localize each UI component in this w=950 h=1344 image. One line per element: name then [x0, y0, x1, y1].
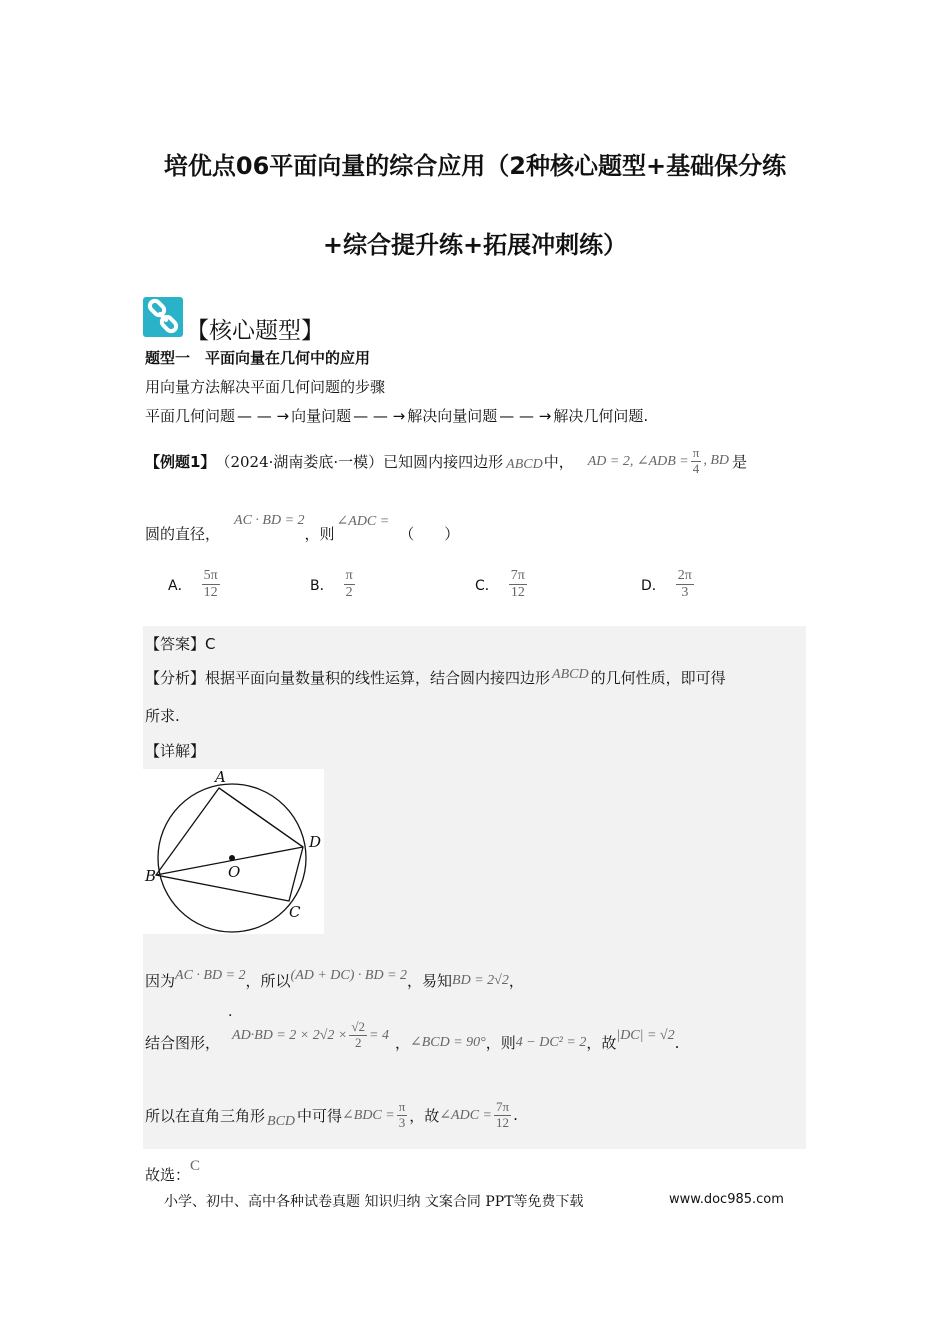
footer-url[interactable]: www.doc985.com [669, 1192, 784, 1207]
figure-label-a: A [215, 768, 226, 786]
type1-heading: 题型一 平面向量在几何中的应用 [145, 349, 371, 367]
example1-label: 【例题1】 [145, 452, 216, 471]
arrow-icon: — — → [499, 406, 552, 425]
doc-title-line2: +综合提升练+拓展冲刺练） [322, 231, 628, 259]
link-icon [143, 297, 183, 337]
detail-line2: 结合图形， AD·BD = 2 × 2√2 × $\frac{√2}{2}$ = 4 ， ∠BCD = 90° ，则 4 − DC² = 2 ，故 |DC| = √2 . [145, 1019, 680, 1052]
figure-label-o: O [228, 863, 241, 881]
example1-adc: ∠ADC = [336, 514, 390, 529]
example1-quad: ABCD [506, 457, 543, 473]
doc-title-line1: 培优点06平面向量的综合应用（2种核心题型+基础保分练 [163, 152, 787, 180]
option-a[interactable]: A． $\frac{5\pi}{12}$ [168, 568, 218, 601]
section-heading: 【核心题型】 [186, 318, 324, 344]
example1-then: ，则 [304, 525, 335, 543]
example1-mid: 中， [543, 452, 574, 471]
steps-flow [145, 405, 648, 426]
analysis-quad: ABCD [552, 666, 589, 682]
circle-figure [143, 769, 324, 934]
answer-label: 【答案】 [145, 635, 206, 653]
example1-line2 [145, 513, 459, 544]
arrow-icon: — — → [353, 406, 406, 425]
example1-pi-over-4: $\frac{\pi}{4}$ [692, 445, 700, 476]
example1-cond1: AD = 2, ∠ADB = [587, 453, 689, 469]
step-2: 向量问题 [291, 407, 352, 425]
figure-label-b: B [145, 867, 157, 885]
figure-label-d: D [309, 833, 322, 851]
detail-line1: 因为 AC · BD = 2 ，所以 (AD + DC) · BD = 2 ，易知 BD = 2√2 ， [145, 967, 524, 990]
example1-line2a: 圆的直径， [145, 525, 221, 543]
example1-cond1b: , BD [703, 453, 729, 469]
analysis-label: 【分析】 [145, 669, 206, 687]
option-b[interactable]: B． $\frac{\pi}{2}$ [310, 568, 353, 601]
option-c[interactable]: C． $\frac{7\pi}{12}$ [475, 568, 525, 601]
answer-line [145, 633, 216, 654]
analysis-line2: 所求. [145, 707, 180, 725]
analysis-line1 [145, 667, 726, 688]
example1-paren: （ ） [399, 525, 460, 543]
example1-is: 是 [732, 452, 748, 471]
example1-line1 [145, 446, 747, 477]
steps-end: . [643, 406, 649, 425]
choose-line: 故选： C [145, 1158, 201, 1184]
answer-value: C [205, 635, 216, 653]
step-3: 解决向量问题 [407, 407, 498, 425]
analysis-text-a: 根据平面向量数量积的线性运算，结合圆内接四边形 [205, 669, 551, 687]
type1-intro: 用向量方法解决平面几何问题的步骤 [145, 378, 386, 396]
dot-mark: . [228, 1004, 233, 1020]
analysis-text-b: 的几何性质，即可得 [590, 669, 726, 687]
step-1: 平面几何问题 [145, 407, 236, 425]
example1-source: （2024·湖南娄底·一模）已知圆内接四边形 [215, 452, 504, 471]
detail-label: 【详解】 [145, 742, 206, 760]
option-d[interactable]: D． $\frac{2\pi}{3}$ [641, 568, 692, 601]
detail-line3: 所以在直角三角形 BCD 中可得 ∠BDC = $\frac{\pi}{3}$ ，故 ∠ADC = $\frac{7\pi}{12}$ . [145, 1099, 518, 1130]
footer-text: 小学、初中、高中各种试卷真题 知识归纳 文案合同 PPT等免费下载 [164, 1194, 584, 1210]
example1-dot: AC · BD = 2 [234, 513, 305, 528]
figure-label-c: C [289, 903, 301, 921]
step-4: 解决几何问题 [553, 407, 644, 425]
arrow-icon: — — → [237, 406, 290, 425]
